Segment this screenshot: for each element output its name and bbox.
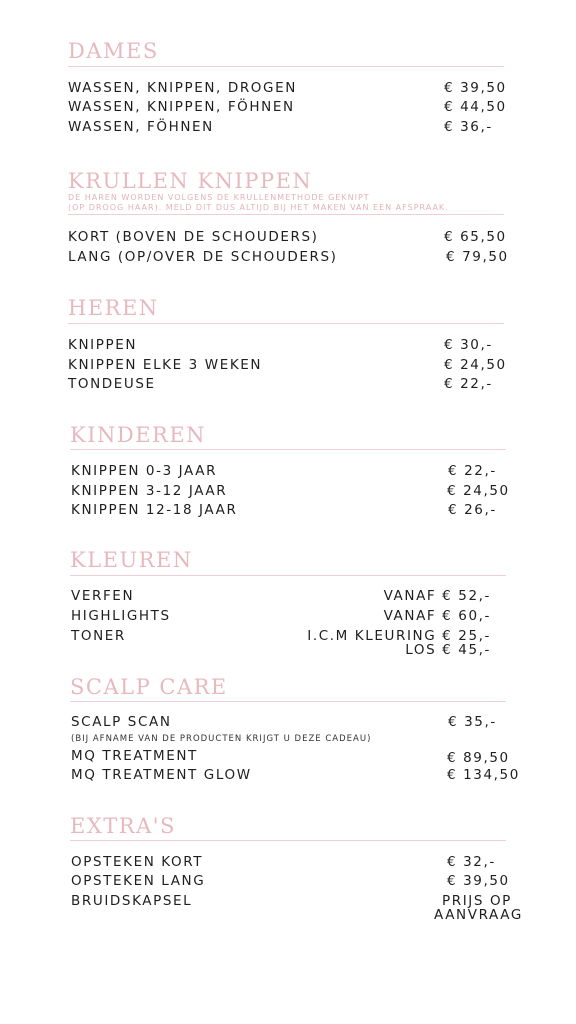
divider — [68, 214, 504, 215]
service-name: OPSTEKEN KORT — [71, 854, 204, 870]
service-name: KNIPPEN 0-3 JAAR — [71, 463, 218, 479]
service-price: € 89,50 — [447, 750, 510, 766]
service-price: PRIJS OP — [442, 893, 512, 909]
service-price: VANAF € 52,- — [383, 588, 491, 604]
section-note: (OP DROOG HAAR). MELD DIT DUS ALTIJD BIJ HET MAKEN VAN EEN AFSPRAAK. — [68, 203, 449, 212]
service-name: KORT (BOVEN DE SCHOUDERS) — [68, 229, 319, 245]
service-price: VANAF € 60,- — [383, 608, 491, 624]
service-name: HIGHLIGHTS — [71, 608, 171, 624]
section-heading-kinderen: KINDEREN — [70, 423, 207, 447]
service-name: MQ TREATMENT — [71, 748, 198, 764]
service-name: KNIPPEN 3-12 JAAR — [71, 483, 228, 499]
service-price: € 24,50 — [444, 357, 507, 373]
divider — [70, 840, 506, 841]
section-heading-kleuren: KLEUREN — [70, 548, 193, 572]
section-heading-scalp-care: SCALP CARE — [70, 675, 228, 699]
service-name: TONER — [71, 628, 126, 644]
section-heading-extras: EXTRA'S — [70, 814, 176, 838]
divider — [70, 449, 506, 450]
service-name: WASSEN, KNIPPEN, FÖHNEN — [68, 99, 295, 115]
service-price: € 39,50 — [447, 873, 510, 889]
service-name: KNIPPEN 12-18 JAAR — [71, 502, 238, 518]
service-name: OPSTEKEN LANG — [71, 873, 206, 889]
service-price: € 79,50 — [446, 249, 509, 265]
section-heading-heren: HEREN — [68, 296, 159, 320]
service-price-alt: AANVRAAG — [434, 907, 523, 923]
section-heading-dames: DAMES — [68, 39, 159, 63]
service-price: € 30,- — [444, 337, 493, 353]
divider — [70, 701, 506, 702]
divider — [68, 66, 504, 67]
service-name: TONDEUSE — [68, 376, 156, 392]
divider — [68, 323, 504, 324]
service-name: KNIPPEN — [68, 337, 138, 353]
divider — [70, 575, 506, 576]
section-note: DE HAREN WORDEN VOLGENS DE KRULLENMETHODE GEKNIPT — [68, 193, 370, 202]
service-name: BRUIDSKAPSEL — [71, 893, 193, 909]
service-price: € 36,- — [444, 119, 493, 135]
service-name: VERFEN — [71, 588, 135, 604]
service-name: MQ TREATMENT GLOW — [71, 767, 252, 783]
service-price: € 22,- — [444, 376, 493, 392]
service-price: € 39,50 — [444, 80, 507, 96]
service-price: € 32,- — [447, 854, 496, 870]
section-heading-krullen: KRULLEN KNIPPEN — [68, 169, 313, 193]
service-price: € 22,- — [448, 463, 497, 479]
service-price: € 26,- — [448, 502, 497, 518]
service-name: WASSEN, FÖHNEN — [68, 119, 214, 135]
service-price: € 35,- — [448, 714, 497, 730]
service-price: € 44,50 — [444, 99, 507, 115]
service-price: I.C.M KLEURING € 25,- — [307, 628, 491, 644]
service-note: (BIJ AFNAME VAN DE PRODUCTEN KRIJGT U DEZE CADEAU) — [71, 734, 372, 744]
service-name: LANG (OP/OVER DE SCHOUDERS) — [68, 249, 338, 265]
service-price: € 24,50 — [447, 483, 510, 499]
service-name: KNIPPEN ELKE 3 WEKEN — [68, 357, 263, 373]
service-price-alt: LOS € 45,- — [405, 642, 491, 658]
service-price: € 65,50 — [444, 229, 507, 245]
service-name: SCALP SCAN — [71, 714, 172, 730]
service-price: € 134,50 — [447, 767, 520, 783]
service-name: WASSEN, KNIPPEN, DROGEN — [68, 80, 297, 96]
